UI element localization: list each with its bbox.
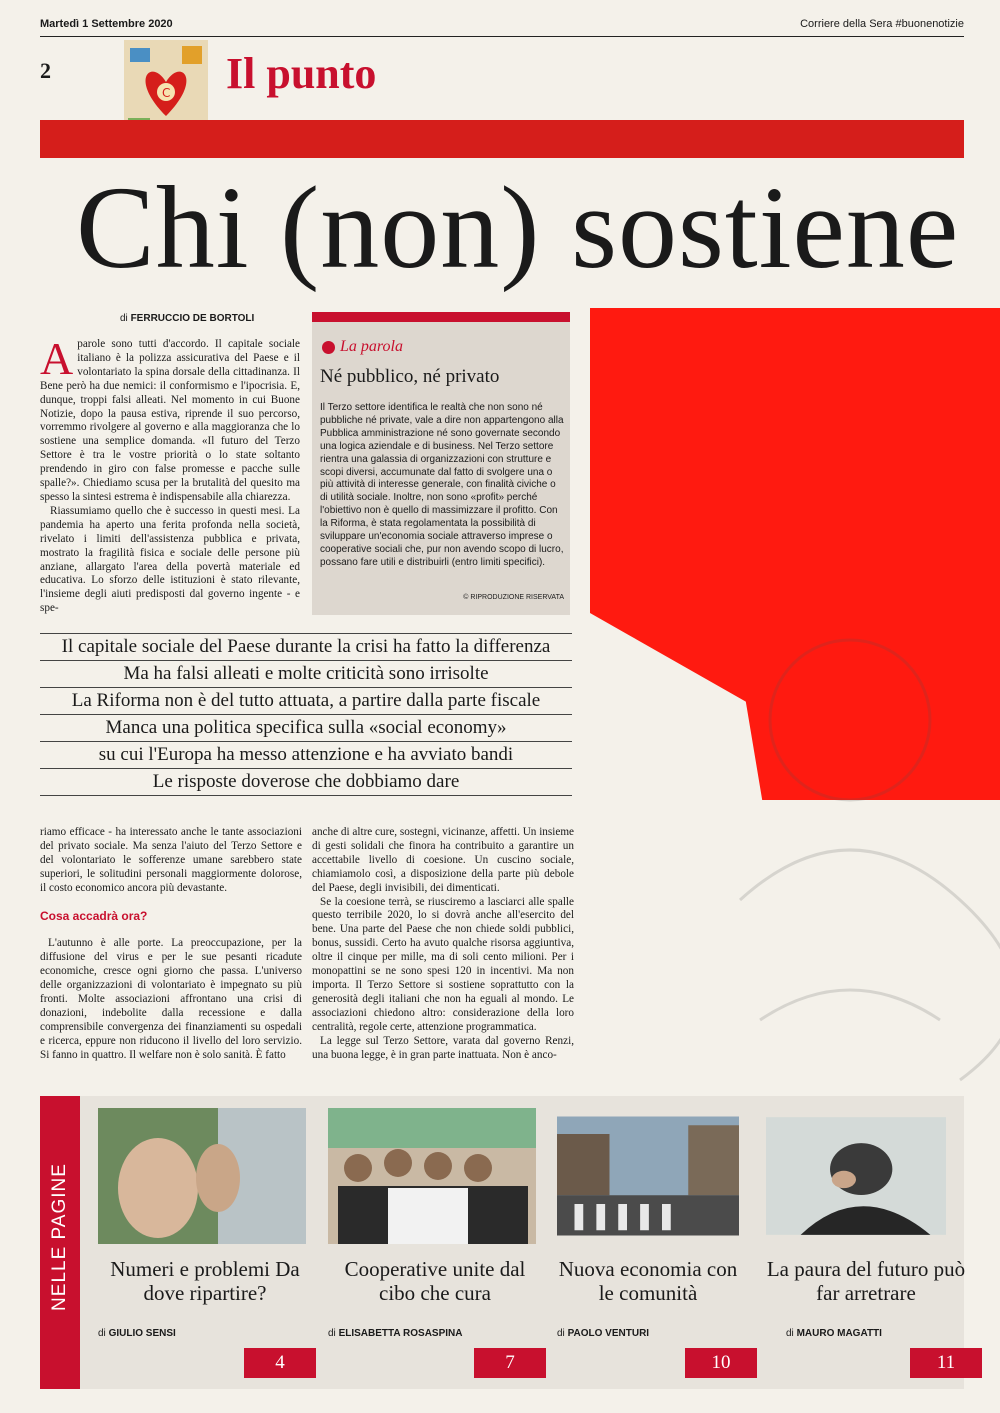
teaser-card[interactable] bbox=[328, 1108, 542, 1373]
teaser-card[interactable] bbox=[98, 1108, 312, 1373]
article-column-2 bbox=[40, 826, 302, 1063]
teaser-page-number: 11 bbox=[910, 1348, 982, 1378]
pullquote-line: La Riforma non è del tutto attuata, a partire dalla parte fiscale bbox=[40, 688, 572, 715]
issue-date: Martedì 1 Settembre 2020 bbox=[40, 18, 173, 30]
box-kicker: La parola bbox=[340, 338, 403, 355]
background-illustration bbox=[700, 600, 1000, 1090]
article-column-3 bbox=[312, 826, 574, 1062]
pullquote-line: su cui l'Europa ha messo attenzione e ha avviato bandi bbox=[40, 742, 572, 769]
teaser-byline: di GIULIO SENSI bbox=[98, 1328, 176, 1339]
box-title: Né pubblico, né privato bbox=[320, 366, 500, 387]
paragraph: La legge sul Terzo Settore, varata dal governo Renzi, una buona legge, è in gran parte inattuata. Non è anco- bbox=[312, 1034, 574, 1061]
teaser-byline: di MAURO MAGATTI bbox=[786, 1328, 882, 1339]
paragraph: anche di altre cure, sostegni, vicinanze, affetti. Un insieme di gesti solidali che finora ha contribuito a garantire un accettabile livello di coesione. Un cuscino sociale, chiamiamolo così, a disposizione della parte più debole del Paese, degli invisibili, dei dimenticati. bbox=[312, 826, 574, 894]
box-text: Il Terzo settore identifica le realtà che non sono né pubbliche né private, vale a dire non appartengono alla Pubblica amministrazione né sono governate secondo una logica aziendale e di business. Nel Terzo settore rientra una galassia di organizzazioni con strutture e scopi diversi, accumunate dal fatto di svolgere una o più attività di interesse generale, con finalità civiche o di utilità sociale. Inoltre, non sono «profit» perché l'obiettivo non è quello di massimizzare il profitto. Con la Riforma, è stata regolamentata la possibilità di sviluppare un'economia sociale attraverso imprese o cooperative sociali che, pur non avendo scopo di lucro, possano fare utili e distribuirli (entro limiti specifici). bbox=[320, 402, 564, 568]
svg-text:C: C bbox=[162, 86, 171, 100]
teaser-title: Nuova economia con le comunità bbox=[558, 1257, 738, 1305]
section-title: Il punto bbox=[226, 49, 377, 98]
photo-street-crossing bbox=[557, 1108, 739, 1244]
section-red-bar bbox=[40, 120, 964, 158]
teaser-page-number: 7 bbox=[474, 1348, 546, 1378]
byline: di FERRUCCIO DE BORTOLI bbox=[120, 313, 255, 324]
pullquote-line: Ma ha falsi alleati e molte criticità sono irrisolte bbox=[40, 661, 572, 688]
photo-applause bbox=[98, 1108, 306, 1244]
dropcap: A bbox=[40, 333, 74, 384]
teaser-page-number: 4 bbox=[244, 1348, 316, 1378]
copyright-note: © RIPRODUZIONE RISERVATA bbox=[463, 594, 564, 601]
teaser-byline: di PAOLO VENTURI bbox=[557, 1328, 650, 1339]
article-column-1 bbox=[40, 333, 300, 616]
author-name: FERRUCCIO DE BORTOLI bbox=[130, 313, 255, 324]
sidebar-box-la-parola bbox=[312, 312, 570, 615]
paragraph: Riassumiamo quello che è successo in questi mesi. La pandemia ha aperto una ferita profonda nella società, rivelato i limiti dell'assistenza pubblica e privata, mostrato la fragilità fisica e sociale delle persone più anziane, allargato l'area della povertà materiale ed educativa. Lo sforzo delle istituzioni è stato rilevante, l'insieme degli aiuti predisposti dal governo ingente - e spe- bbox=[40, 504, 300, 615]
pullquote-line: Le risposte doverose che dobbiamo dare bbox=[40, 769, 572, 796]
paragraph: riamo efficace - ha interessato anche le tante associazioni del privato sociale. Ma senza l'aiuto del Terzo Settore e del volontariato le sofferenze umane sarebbero state superiori, le solitudini personali maggiormente dolorose, il costo economico ancora più devastante. bbox=[40, 826, 302, 894]
photo-cooperative-group bbox=[328, 1108, 536, 1244]
teaser-card[interactable] bbox=[557, 1108, 771, 1373]
teaser-title: Cooperative unite dal cibo che cura bbox=[344, 1257, 526, 1305]
teaser-title: La paura del futuro può far arretrare bbox=[766, 1257, 966, 1305]
publication-name: Corriere della Sera #buonenotizie bbox=[800, 18, 964, 30]
bullet-dot-icon bbox=[322, 341, 335, 354]
nelle-pagine-label: NELLE PAGINE bbox=[40, 1096, 80, 1389]
headline: Chi (non) sostiene bbox=[76, 162, 960, 293]
page-number: 2 bbox=[40, 58, 51, 83]
paragraph: Se la coesione terrà, se riusciremo a lasciarci alle spalle questo terribile 2020, lo si dovrà anche all'esercito del bene. Una parte del Paese che non chiede soldi pubblici, bonus, sussidi. Certo ha avuto qualche risorsa aggiuntiva, oltre il cinque per mille, ma di soli cento milioni. Per i monopattini se ne sono spesi 120 in incentivi. Ma non importa. Il Terzo Settore si sostiene soprattutto con la generosità degli italiani che non ha eguali al mondo. Le associazioni chiedono altro: considerazione della loro centralità, regole certe, attenzione programmatica. bbox=[312, 895, 574, 1033]
paragraph: parole sono tutti d'accordo. Il capitale sociale italiano è la polizza assicurativa del Paese e il volontariato la spina dorsale della cittadinanza. Il Bene però ha due nemici: il conformismo e l'ipocrisia. E, dunque, troppi falsi alleati. Nel momento in cui Buone Notizie, dopo la pausa estiva, riprende il suo percorso, vorremmo rivolgere al governo e alla maggioranza che lo sostiene una semplice domanda. «Il futuro del Terzo Settore è tra le vostre priorità o lo state soltanto prendendo in giro con false promesse e pacche sulle spalle?». Chiediamo scusa per la brutalità del quesito ma spesso la sintesi estrema è indispensabile alla chiarezza. bbox=[40, 338, 300, 503]
teaser-title: Numeri e problemi Da dove ripartire? bbox=[110, 1257, 300, 1305]
subheading: Cosa accadrà ora? bbox=[40, 908, 148, 923]
paragraph: L'autunno è alle porte. La preoccupazione, per la diffusione del virus e per le sue pesanti ricadute economiche, cresce ogni giorno che passa. L'universo delle organizzazioni di volontariato è impegnato su più fronti. Molte associazioni affrontano una crisi di donazioni, indebolite dalla recessione e dalla comprensibile convergenza dei finanziamenti su ospedali e ricerca, eppure non riducono il livello del loro servizio. Si fanno in quattro. Il welfare non è solo sanità. È fatto bbox=[40, 937, 302, 1061]
teaser-card[interactable] bbox=[766, 1108, 980, 1373]
pullquote-line: Manca una politica specifica sulla «social economy» bbox=[40, 715, 572, 742]
photo-worried-man bbox=[766, 1108, 946, 1244]
teaser-page-number: 10 bbox=[685, 1348, 757, 1378]
header-rule bbox=[40, 36, 964, 37]
teaser-byline: di ELISABETTA ROSASPINA bbox=[328, 1328, 463, 1339]
pullquote-line: Il capitale sociale del Paese durante la crisi ha fatto la differenza bbox=[40, 634, 572, 661]
